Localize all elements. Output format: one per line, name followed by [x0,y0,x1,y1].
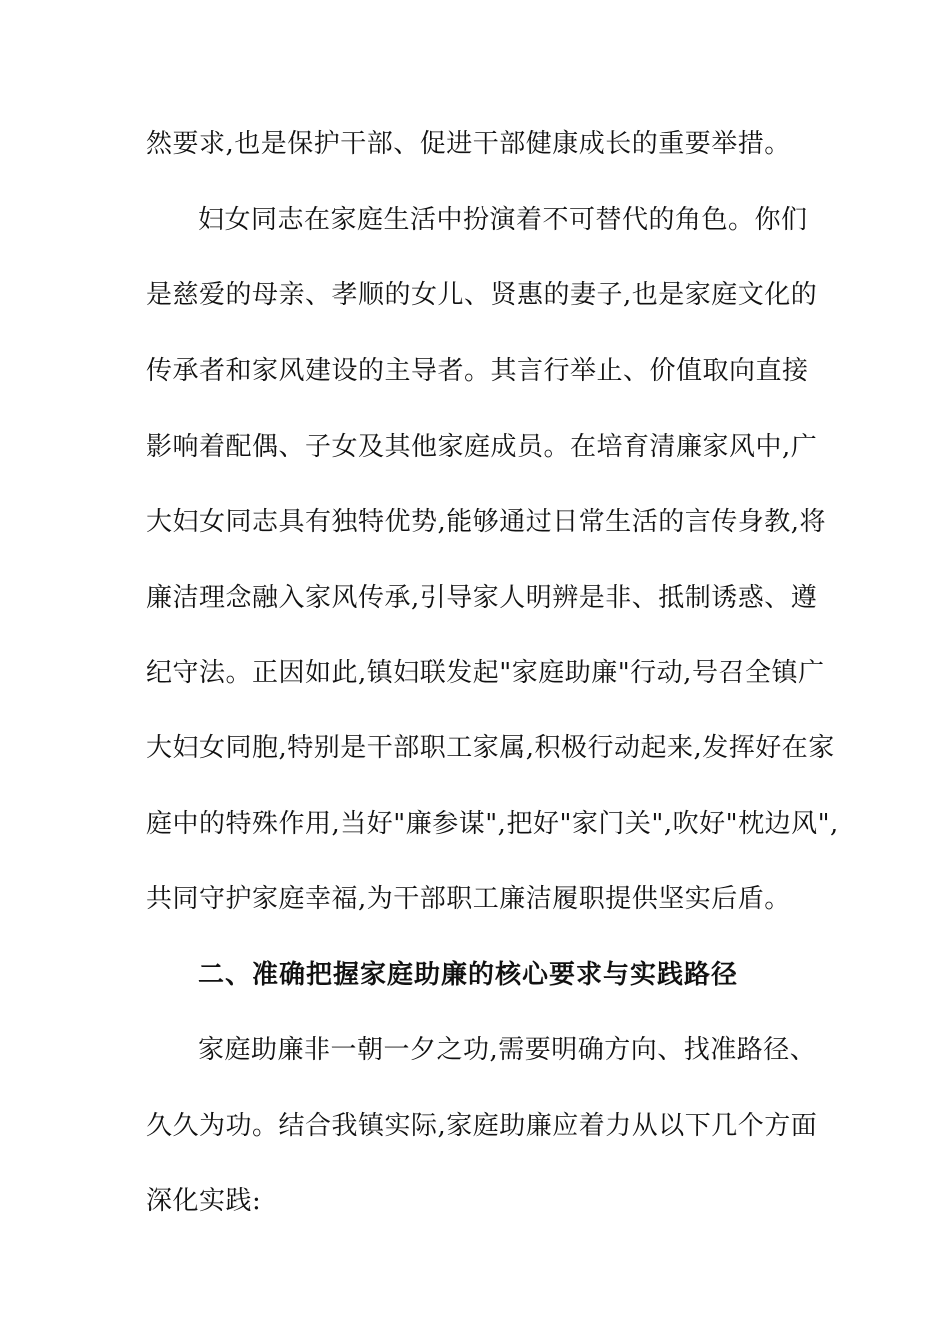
paragraph-line: 久久为功。结合我镇实际,家庭助廉应着力从以下几个方面 [146,1111,818,1141]
paragraph-line: 庭中的特殊作用,当好"廉参谋",把好"家门关",吹好"枕边风", [146,809,839,839]
paragraph-line: 家庭助廉非一朝一夕之功,需要明确方向、找准路径、 [198,1035,817,1065]
paragraph-line: 深化实践: [146,1186,262,1216]
paragraph-line: 然要求,也是保护干部、促进干部健康成长的重要举措。 [146,129,791,159]
paragraph-line: 影响着配偶、子女及其他家庭成员。在培育清廉家风中,广 [146,432,818,462]
paragraph-line: 妇女同志在家庭生活中扮演着不可替代的角色。你们 [198,205,808,235]
section-heading: 二、准确把握家庭助廉的核心要求与实践路径 [198,960,739,990]
paragraph-line: 廉洁理念融入家风传承,引导家人明辨是非、抵制诱惑、遵 [146,583,818,613]
paragraph-line: 是慈爱的母亲、孝顺的女儿、贤惠的妻子,也是家庭文化的 [146,280,818,310]
paragraph-line: 共同守护家庭幸福,为干部职工廉洁履职提供坚实后盾。 [146,884,791,914]
paragraph-line: 传承者和家风建设的主导者。其言行举止、价值取向直接 [146,356,809,386]
paragraph-line: 大妇女同志具有独特优势,能够通过日常生活的言传身教,将 [146,507,827,537]
paragraph-line: 纪守法。正因如此,镇妇联发起"家庭助廉"行动,号召全镇广 [146,658,825,688]
paragraph-line: 大妇女同胞,特别是干部职工家属,积极行动起来,发挥好在家 [146,733,835,763]
